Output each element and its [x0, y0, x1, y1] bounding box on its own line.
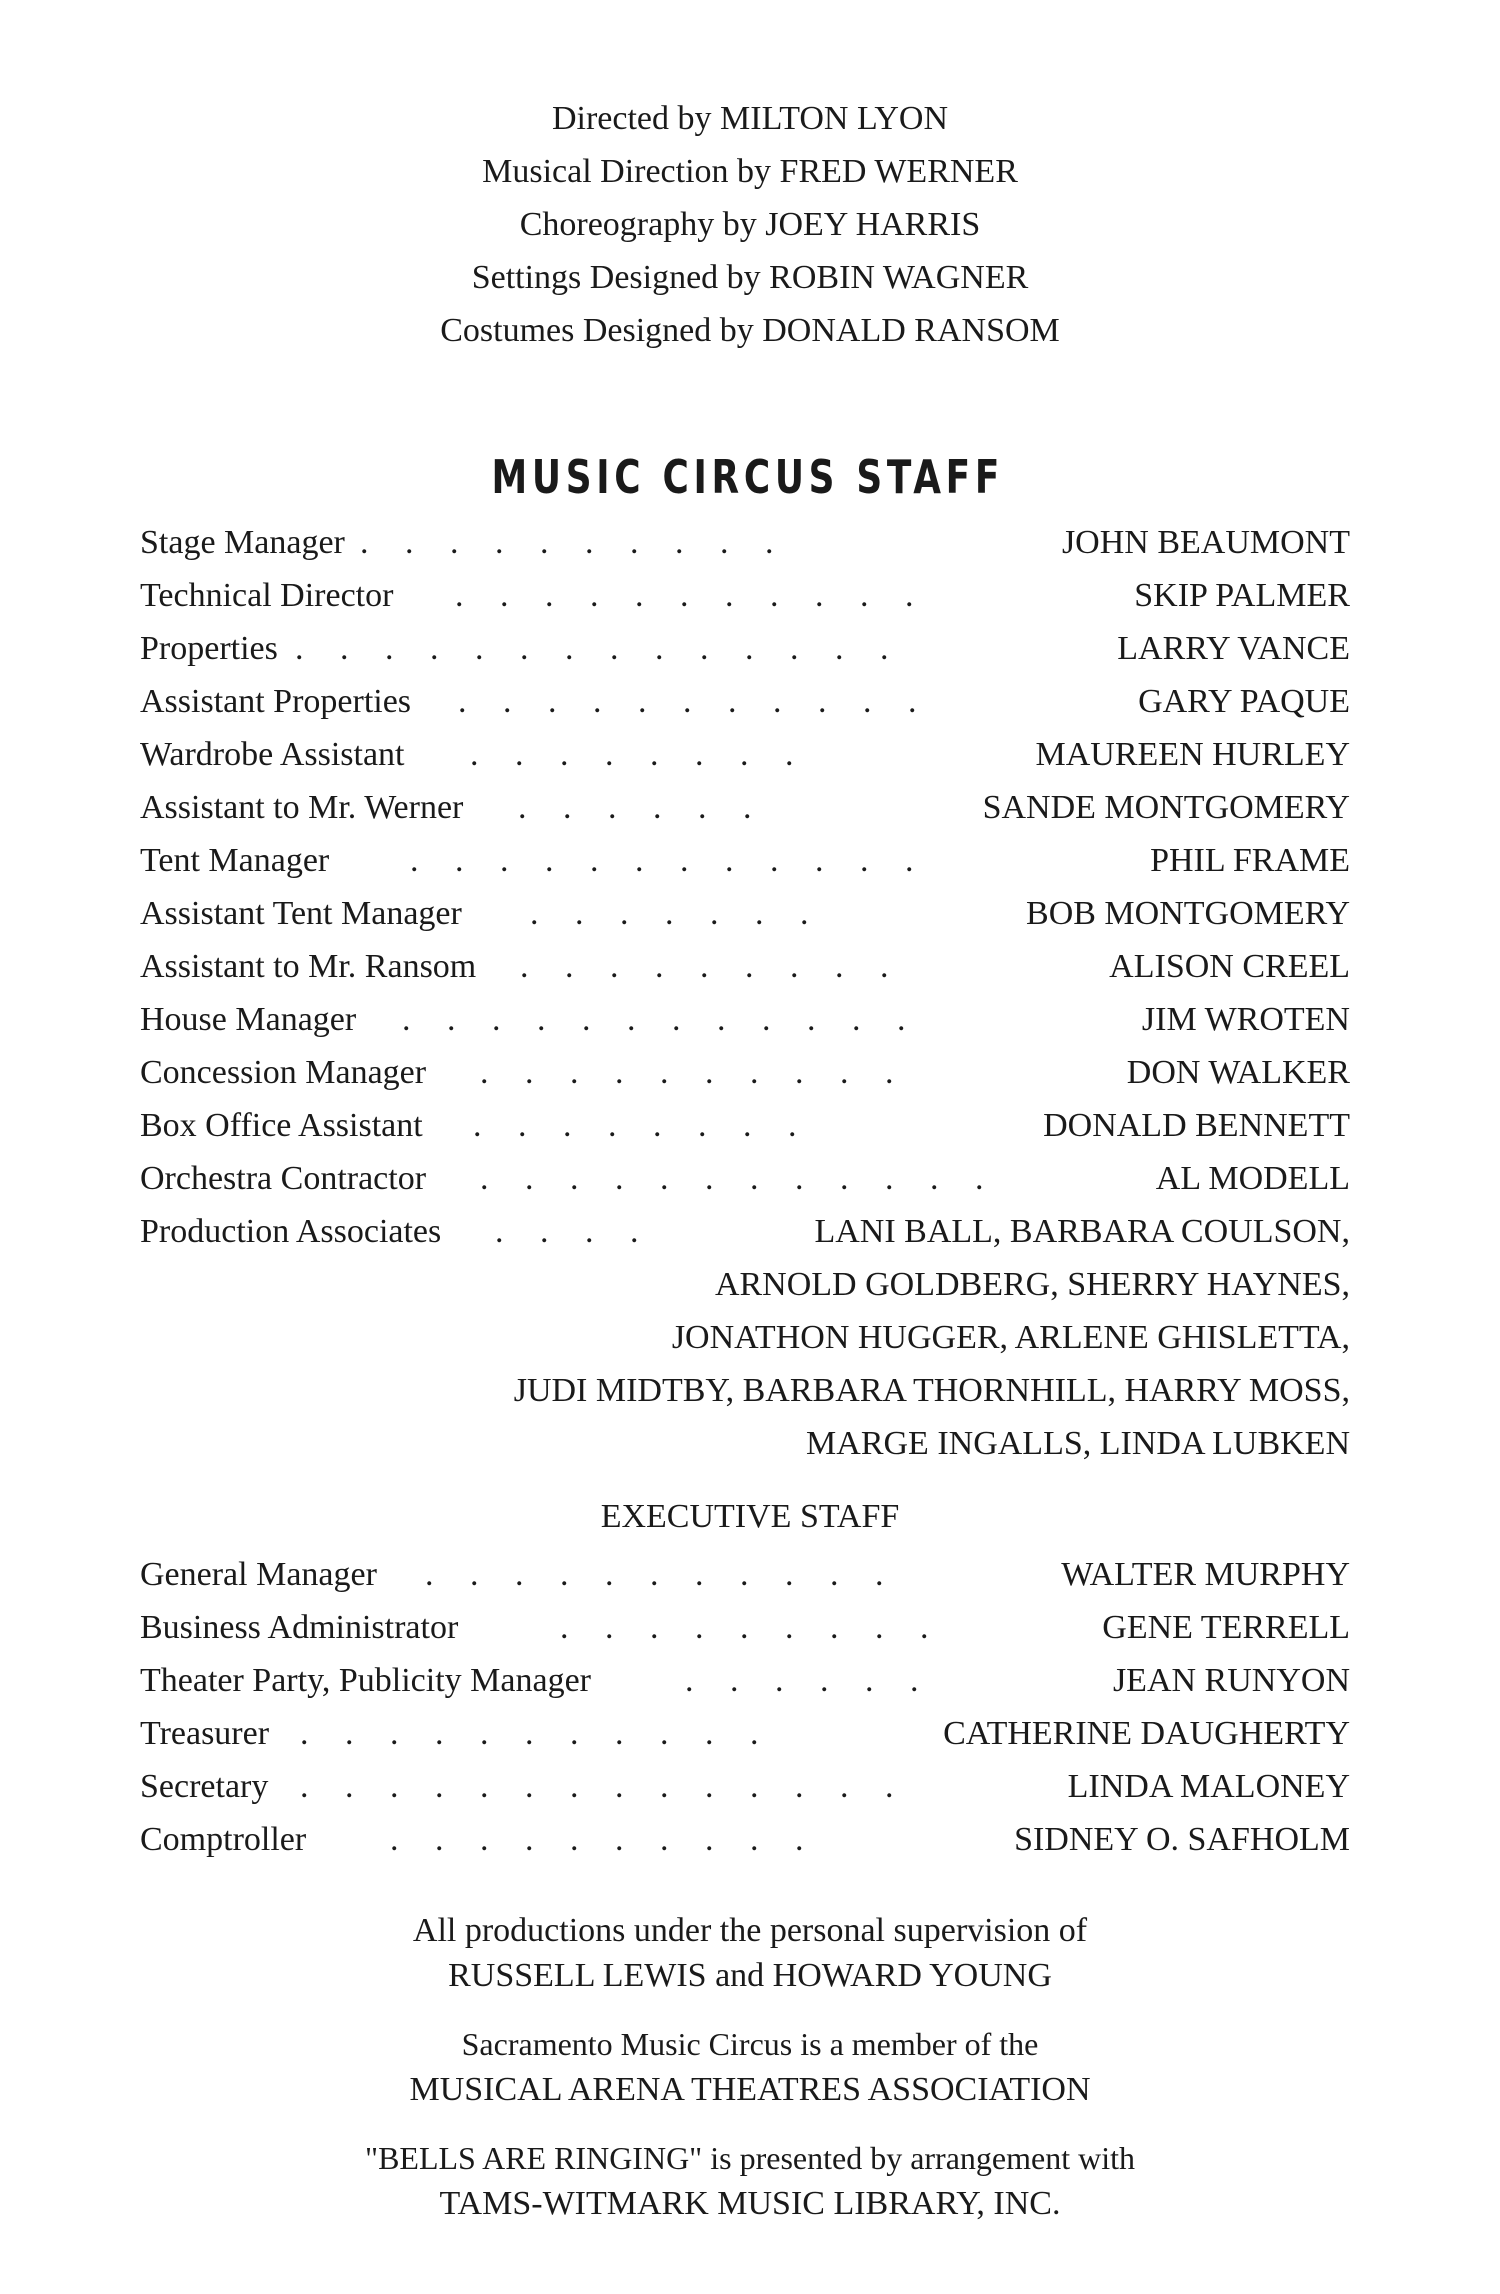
leader-dots: . . . . . . . . . [520, 948, 903, 985]
membership-note [0, 2022, 1500, 2112]
staff-role: Assistant to Mr. Ransom [140, 948, 477, 985]
supervision-line: All productions under the personal supervision of [412, 1912, 1088, 1949]
staff-role: Business Administrator [140, 1609, 459, 1646]
staff-row [140, 1601, 1350, 1654]
associates-line: MARGE INGALLS, LINDA LUBKEN [806, 1425, 1350, 1462]
associates-line: ARNOLD GOLDBERG, SHERRY HAYNES, [714, 1266, 1350, 1303]
staff-role: Tent Manager [140, 842, 330, 879]
staff-row [140, 1654, 1350, 1707]
credit-costumes: Costumes Designed by DONALD RANSOM [440, 312, 1060, 349]
staff-row [140, 516, 1350, 569]
staff-name: LANI BALL, BARBARA COULSON, [814, 1213, 1350, 1250]
production-credits [0, 92, 1500, 357]
staff-role: Comptroller [140, 1821, 307, 1858]
supervision-note [0, 1908, 1500, 1998]
staff-row [140, 675, 1350, 728]
staff-name: DON WALKER [1126, 1054, 1350, 1091]
staff-role: Stage Manager [140, 524, 345, 561]
staff-name: ALISON CREEL [1109, 948, 1350, 985]
staff-row [140, 622, 1350, 675]
staff-name: SANDE MONTGOMERY [982, 789, 1350, 826]
associates-line: JUDI MIDTBY, BARBARA THORNHILL, HARRY MOSS, [513, 1372, 1350, 1409]
staff-name: GENE TERRELL [1102, 1609, 1350, 1646]
staff-name: WALTER MURPHY [1061, 1556, 1350, 1593]
staff-row [140, 1046, 1350, 1099]
staff-role: Theater Party, Publicity Manager [140, 1662, 591, 1699]
staff-role: House Manager [140, 1001, 357, 1038]
music-circus-staff-list [140, 516, 1350, 1470]
staff-role: Box Office Assistant [140, 1107, 423, 1144]
executive-staff-list [140, 1548, 1350, 1866]
associates-line: JONATHON HUGGER, ARLENE GHISLETTA, [671, 1319, 1350, 1356]
leader-dots: . . . . . . . . . . [360, 524, 788, 561]
staff-row [140, 781, 1350, 834]
staff-role: Assistant to Mr. Werner [140, 789, 464, 826]
staff-row [140, 1760, 1350, 1813]
leader-dots: . . . . . . . . . [560, 1609, 943, 1646]
staff-name: BOB MONTGOMERY [1026, 895, 1350, 932]
leader-dots: . . . . . . . . . . . [425, 1556, 898, 1593]
staff-name: CATHERINE DAUGHERTY [943, 1715, 1350, 1752]
leader-dots: . . . . [495, 1213, 653, 1250]
leader-dots: . . . . . . . . . . . . . . [300, 1768, 908, 1805]
staff-name: AL MODELL [1155, 1160, 1350, 1197]
staff-row [140, 940, 1350, 993]
leader-dots: . . . . . . . . . . [480, 1054, 908, 1091]
staff-name: PHIL FRAME [1150, 842, 1350, 879]
staff-name: JOHN BEAUMONT [1061, 524, 1350, 561]
staff-role: Orchestra Contractor [140, 1160, 427, 1197]
music-circus-staff-heading: MUSIC CIRCUS STAFF [491, 450, 1005, 504]
staff-role: Wardrobe Assistant [140, 736, 405, 773]
credit-director: Directed by MILTON LYON [551, 100, 949, 137]
supervision-names: RUSSELL LEWIS and HOWARD YOUNG [448, 1957, 1052, 1994]
staff-row [140, 993, 1350, 1046]
staff-row [140, 569, 1350, 622]
staff-row [140, 1813, 1350, 1866]
staff-role: Properties [140, 630, 278, 667]
executive-staff-heading: EXECUTIVE STAFF [600, 1498, 900, 1535]
leader-dots: . . . . . . . . [470, 736, 808, 773]
staff-name: LARRY VANCE [1117, 630, 1350, 667]
staff-name: MAUREEN HURLEY [1035, 736, 1350, 773]
credit-settings: Settings Designed by ROBIN WAGNER [471, 259, 1029, 296]
staff-row [140, 1152, 1350, 1205]
leader-dots: . . . . . . [685, 1662, 933, 1699]
staff-role: Technical Director [140, 577, 394, 614]
leader-dots: . . . . . . . . . . . . . . [295, 630, 903, 667]
staff-row [140, 1099, 1350, 1152]
leader-dots: . . . . . . . . . . . [455, 577, 928, 614]
credit-musical-direction: Musical Direction by FRED WERNER [482, 153, 1018, 190]
licensor-name: TAMS-WITMARK MUSIC LIBRARY, INC. [439, 2185, 1061, 2222]
leader-dots: . . . . . . . . . . . . [410, 842, 928, 879]
association-name: MUSICAL ARENA THEATRES ASSOCIATION [409, 2071, 1091, 2108]
staff-name: LINDA MALONEY [1067, 1768, 1350, 1805]
leader-dots: . . . . . . [518, 789, 766, 826]
staff-role: Treasurer [140, 1715, 270, 1752]
leader-dots: . . . . . . . . . . [390, 1821, 818, 1858]
staff-role: Assistant Properties [140, 683, 412, 720]
arrangement-line: "BELLS ARE RINGING" is presented by arrangement with [365, 2140, 1135, 2176]
staff-name: GARY PAQUE [1138, 683, 1350, 720]
program-footer [0, 1908, 1500, 2250]
staff-name: JIM WROTEN [1141, 1001, 1350, 1038]
staff-role: Concession Manager [140, 1054, 427, 1091]
staff-role: Production Associates [140, 1213, 442, 1250]
membership-line: Sacramento Music Circus is a member of the [461, 2026, 1039, 2062]
staff-role: Assistant Tent Manager [140, 895, 462, 932]
staff-row-production-associates [140, 1205, 1350, 1258]
leader-dots: . . . . . . . . . . . . [402, 1001, 920, 1038]
staff-name: DONALD BENNETT [1043, 1107, 1350, 1144]
staff-role: General Manager [140, 1556, 377, 1593]
leader-dots: . . . . . . . [530, 895, 823, 932]
staff-row [140, 728, 1350, 781]
staff-row [140, 887, 1350, 940]
leader-dots: . . . . . . . . [473, 1107, 811, 1144]
staff-row [140, 1548, 1350, 1601]
arrangement-note [0, 2136, 1500, 2226]
staff-role: Secretary [140, 1768, 269, 1805]
staff-name: JEAN RUNYON [1112, 1662, 1350, 1699]
staff-row [140, 834, 1350, 887]
leader-dots: . . . . . . . . . . . [458, 683, 931, 720]
leader-dots: . . . . . . . . . . . [300, 1715, 773, 1752]
credit-choreography: Choreography by JOEY HARRIS [519, 206, 981, 243]
staff-name: SIDNEY O. SAFHOLM [1014, 1821, 1350, 1858]
staff-row [140, 1707, 1350, 1760]
staff-name: SKIP PALMER [1134, 577, 1350, 614]
leader-dots: . . . . . . . . . . . . [480, 1160, 998, 1197]
